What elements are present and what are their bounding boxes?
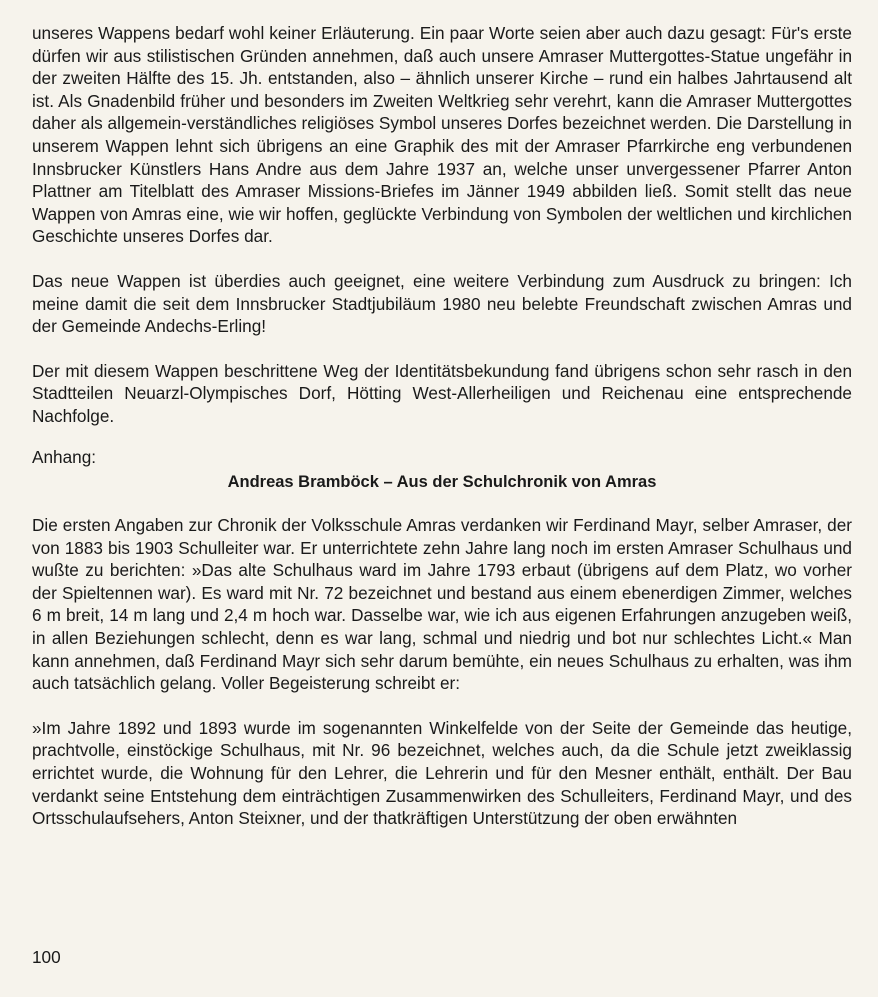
page-number: 100 [32, 947, 61, 967]
paragraph-andechs-erling: Das neue Wappen ist überdies auch geeignet, eine weitere Verbindung zum Ausdruck zu bringen: Ich meine damit die seit dem Innsbrucker Stadtjubiläum 1980 neu belebte Freundschaft zwischen Amras und der Gemeinde Andechs-Erling! [32, 270, 852, 337]
paragraph-identity: Der mit diesem Wappen beschrittene Weg der Identitätsbekundung fand übrigens schon sehr rasch in den Stadtteilen Neuarzl-Olympisches Dorf, Hötting West-Allerheiligen und Reichenau eine entsprechende Nachfolge. [32, 360, 852, 426]
section-heading: Andreas Bramböck – Aus der Schulchronik von Amras [227, 473, 657, 492]
document-page [32, 22, 852, 852]
paragraph-chronicle-intro: Die ersten Angaben zur Chronik der Volksschule Amras verdanken wir Ferdinand Mayr, selber Amraser, der von 1883 bis 1903 Schulleiter war. Er unterrichtete zehn Jahre lang noch im ersten Amraser Schulhaus und wußte zu berichten: »Das alte Schulhaus ward im Jahre 1793 erbaut (übrigens auf dem Platz, wo vorher der Spieltennen war). Es ward mit Nr. 72 bezeichnet und bestand aus einem ebenerdigen Zimmer, welches 6 m breit, 14 m lang und 2,4 m hoch war. Dasselbe war, wie ich aus eigenen Erfahrungen anzugeben weiß, in allen Beziehungen schlecht, denn es war lang, schmal und niedrig und bot nur schlechtes Licht.« Man kann annehmen, daß Ferdinand Mayr sich sehr darum bemühte, ein neues Schulhaus zu erhalten, was ihm auch tatsächlich gelang. Voller Begeisterung schreibt er: [32, 515, 852, 694]
appendix-label: Anhang: [32, 446, 97, 467]
paragraph-wappen-explanation: unseres Wappens bedarf wohl keiner Erläuterung. Ein paar Worte seien aber auch dazu gesagt: Für's erste dürfen wir aus stilistischen Gründen annehmen, daß auch unsere Amraser Muttergottes-Statue ungefähr in der zweiten Hälfte des 15. Jh. entstanden, also – ähnlich unserer Kirche – rund ein halbes Jahrtausend alt ist. Als Gnadenbild früher und besonders im Zweiten Weltkrieg sehr verehrt, kann die Amraser Muttergottes daher als allgemein-verständliches religiöses Symbol unseres Dorfes bezeichnet werden. Die Darstellung in unserem Wappen lehnt sich übrigens an eine Graphik des mit der Amraser Pfarrkirche eng verbundenen Innsbrucker Künstlers Hans Andre aus dem Jahre 1937 an, welche unser unvergessener Pfarrer Anton Plattner am Titelblatt des Amraser Missions-Briefes im Jänner 1949 abbilden ließ. Somit stellt das neue Wappen von Amras eine, wie wir hoffen, geglückte Verbindung von Symbolen der weltlichen und kirchlichen Geschichte unseres Dorfes dar. [32, 23, 852, 247]
paragraph-chronicle-quote: »Im Jahre 1892 und 1893 wurde im sogenannten Winkelfelde von der Seite der Gemeinde das heutige, prachtvolle, einstöckige Schulhaus, mit Nr. 96 bezeichnet, welches auch, da die Schule jetzt zweiklassig errichtet wurde, die Wohnung für den Lehrer, die Lehrerin und für den Mesner enthält, enthält. Der Bau verdankt seine Entstehung dem einträchtigen Zusammenwirken des Schulleiters, Ferdinand Mayr, und des Ortsschulaufsehers, Anton Steixner, und der thatkräftigen Unterstützung der oben erwähnten [32, 717, 852, 829]
